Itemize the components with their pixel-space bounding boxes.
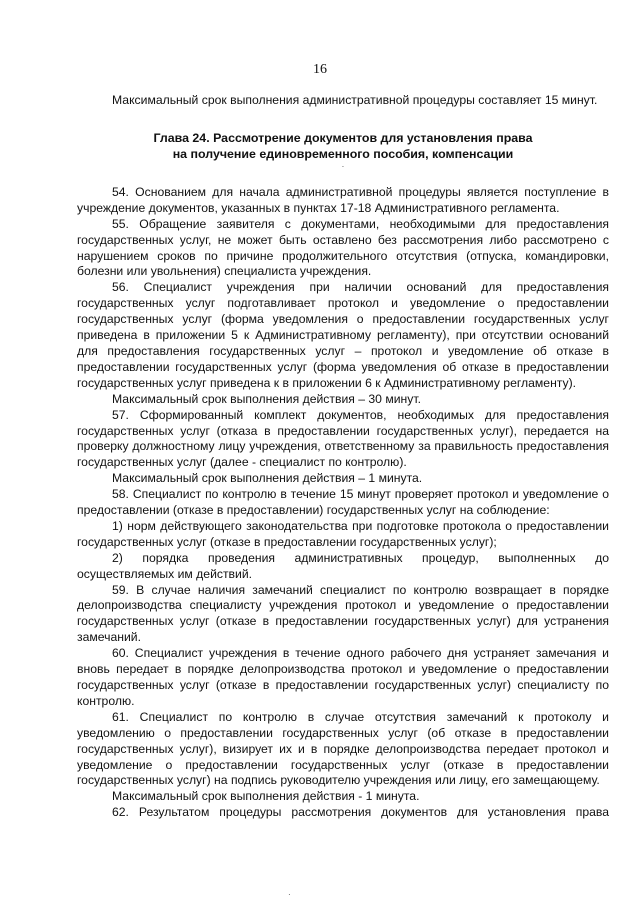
list-item-2: 2) порядка проведения административных процедур, выполненных до осуществляемых им действий.: [77, 550, 609, 581]
chapter-title-line-2: на получение единовременного пособия, компенсации: [172, 146, 514, 161]
paragraph-55: 55. Обращение заявителя с документами, необходимыми для предоставления государственных услуг, не может быть оставлено без рассмотрения либо рассмотрено с нарушением сроков по причине продолжительного отсутствия (отпуска, командировки, болезни или увольнения) специалиста учреждения.: [77, 216, 609, 279]
time-limit-30-min: Максимальный срок выполнения действия – 30 минут.: [112, 391, 421, 406]
document-body: [77, 93, 609, 821]
page-number: 16: [313, 62, 327, 77]
stray-mark: ·: [341, 161, 345, 171]
paragraph-59: 59. В случае наличия замечаний специалист по контролю возвращает в порядке делопроизводства специалисту учреждения протокол и уведомление о предоставлении государственных услуг (отказе в предоставлении государственных услуг) для устранения замечаний.: [77, 582, 609, 645]
paragraph-56: 56. Специалист учреждения при наличии оснований для предоставления государственных услуг подготавливает протокол и уведомление о предоставлении государственных услуг (форма уведомления о предоставлении государственных услуг приведена в приложении 5 к Административному регламенту), при отсутствии оснований для предоставления государственных услуг – протокол и уведомление об отказе в предоставлении государственных услуг (форма уведомления об отказе в предоставлении государственных услуг приведена к в приложении 6 к Административному регламенту).: [77, 280, 609, 390]
paragraph-60: 60. Специалист учреждения в течение одного рабочего дня устраняет замечания и вновь передает в порядке делопроизводства протокол и уведомление о предоставлении государственных услуг (отказе в предоставлении государственных услуг) специалисту по контролю.: [77, 646, 609, 708]
time-limit-1-min: Максимальный срок выполнения действия – 1 минута.: [112, 471, 423, 486]
paragraph-62: 62. Результатом процедуры рассмотрения документов для установления права: [112, 805, 609, 820]
time-limit-1-min-2: Максимальный срок выполнения действия - 1 минута.: [112, 789, 420, 804]
chapter-heading: [77, 130, 609, 162]
paragraph-54: 54. Основанием для начала административной процедуры является поступление в учреждение документов, указанных в пунктах 17-18 Административного регламента.: [77, 184, 609, 215]
paragraph-57: 57. Сформированный комплект документов, необходимых для предоставления государственных услуг (отказа в предоставлении государственных услуг), передается на проверку должностному лицу учреждения, ответственному за правильность предоставления государственных услуг (далее - специалист по контролю).: [77, 407, 609, 470]
paragraph-58: 58. Специалист по контролю в течение 15 минут проверяет протокол и уведомление о предоставлении (отказе в предоставлении) государственных услуг на соблюдение:: [77, 487, 609, 518]
paragraph-61: 61. Специалист по контролю в случае отсутствия замечаний к протоколу и уведомлению о предоставлении государственных услуг (об отказе в предоставлении государственных услуг), визирует их и в порядке делопроизводства передает протокол и уведомление о предоставлении государственных услуг (отказе в предоставлении государственных услуг) на подпись руководителю учреждения или лицу, его замещающему.: [77, 709, 609, 788]
intro-paragraph: Максимальный срок выполнения административной процедуры составляет 15 минут.: [112, 93, 598, 107]
chapter-title-line-1: Глава 24. Рассмотрение документов для установления права: [153, 130, 533, 145]
scan-mark: ·: [288, 890, 291, 899]
list-item-1: 1) норм действующего законодательства при подготовке протокола о предоставлении государственных услуг (отказе в предоставлении государственных услуг);: [77, 518, 609, 549]
